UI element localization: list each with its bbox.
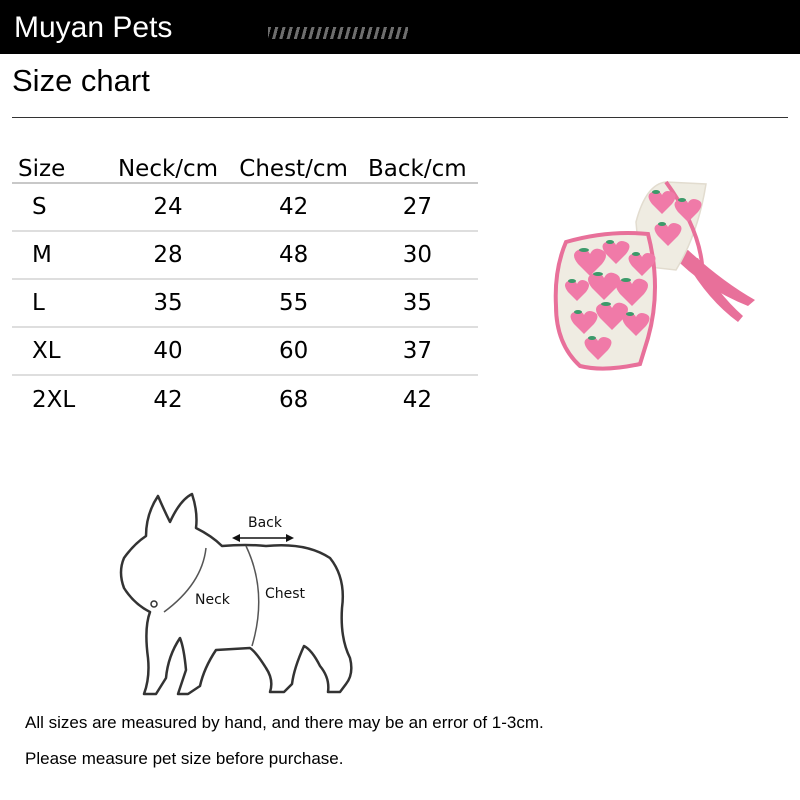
cell-neck: 28 [106,231,231,279]
column-header-back: Back/cm [357,152,478,183]
cell-size: L [12,279,106,327]
table-header-row [12,152,478,183]
cell-back: 27 [357,183,478,231]
cell-chest: 55 [230,279,356,327]
dog-measurement-diagram [106,488,376,710]
cell-neck: 24 [106,183,231,231]
arrow-left-icon [232,534,240,542]
cell-back: 35 [357,279,478,327]
cell-back: 42 [402,386,432,413]
measurement-note: All sizes are measured by hand, and there may be an error of 1-3cm. [25,713,544,732]
page-title: Size chart [12,63,150,98]
cell-chest: 68 [278,386,309,413]
purchase-note: Please measure pet size before purchase. [25,749,344,768]
cell-size: M [12,231,106,279]
arrow-right-icon [286,534,294,542]
cell-size: 2XL [32,386,76,413]
dog-outline [121,494,351,694]
table-row [12,231,478,279]
cell-neck: 40 [106,327,231,375]
cell-size: S [12,183,106,231]
chest-label: Chest [265,586,306,602]
column-header-neck: Neck/cm [106,152,231,183]
size-table [12,152,478,423]
table-row [12,375,478,423]
header-bar [0,0,800,54]
cell-back: 37 [357,327,478,375]
collar-tag-icon [151,601,157,607]
column-header-size: Size [12,152,106,183]
table-row [12,279,478,327]
cell-neck: 35 [106,279,231,327]
neck-label: Neck [195,592,230,608]
cell-neck: 42 [153,386,183,413]
brand-name: Muyan Pets [14,11,173,44]
table-row [12,183,478,231]
cell-chest: 48 [230,231,356,279]
title-divider [12,117,788,118]
column-header-chest: Chest/cm [230,152,356,183]
cell-chest: 60 [230,327,356,375]
cell-back: 30 [357,231,478,279]
back-label: Back [248,515,282,531]
decorative-stripes [268,27,408,39]
table-row [12,327,478,375]
product-image [548,176,760,376]
cell-chest: 42 [230,183,356,231]
cell-size: XL [12,327,106,375]
